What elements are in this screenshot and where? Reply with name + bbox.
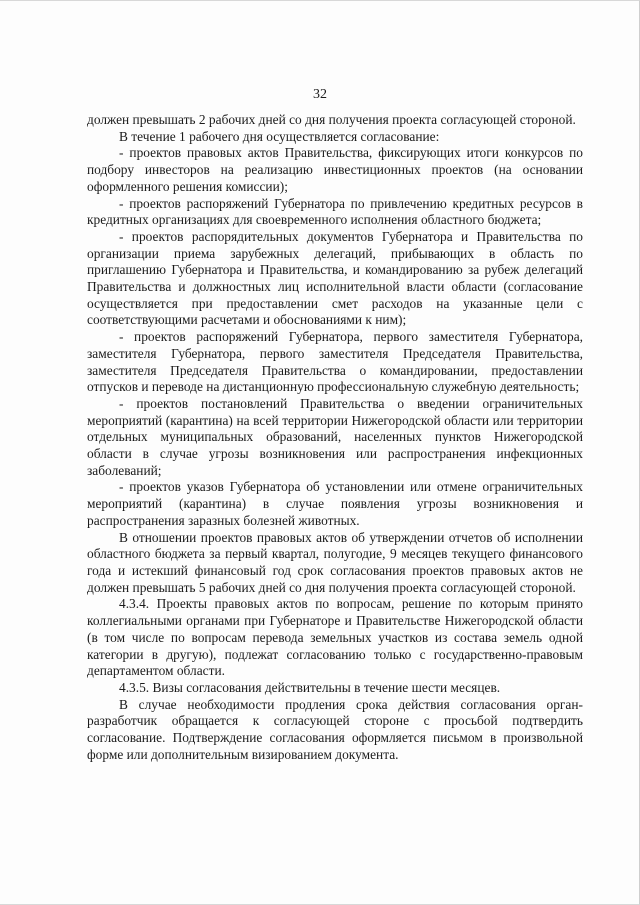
paragraph-list-item-quarantine-resolutions: - проектов постановлений Правительства о введении ограничительных мероприятий (карантина) на всей территории Нижегородской области или территории отдельных муниципальных образований, населенных пунктов Нижегородской области в случае угрозы возникновения или распространения инфекционных заболеваний; bbox=[87, 395, 583, 478]
paragraph-list-item-investors: - проектов правовых актов Правительства, фиксирующих итоги конкурсов по подбору инвесторов на реализацию инвестиционных проектов (на основании оформленного решения комиссии); bbox=[87, 145, 583, 194]
paragraph-list-item-credit: - проектов распоряжений Губернатора по привлечению кредитных ресурсов в кредитных организациях для своевременного исполнения областного бюджета; bbox=[87, 195, 583, 228]
paragraph-extension: В случае необходимости продления срока действия согласования орган-разработчик обращается к согласующей стороне с просьбой подтвердить согласование. Подтверждение согласования оформляется письмом в произвольной форме или дополнительным визированием документа. bbox=[87, 696, 583, 762]
document-body bbox=[87, 112, 583, 763]
paragraph-section-4-3-4: 4.3.4. Проекты правовых актов по вопросам, решение по которым принято коллегиальными органами при Губернаторе и Правительстве Нижегородской области (в том числе по вопросам перевода земельных участков из состава земель одной категории в другую), подлежат согласованию только с государственно-правовым департаментом области. bbox=[87, 596, 583, 679]
paragraph-list-item-delegations: - проектов распорядительных документов Губернатора и Правительства по организации приема зарубежных делегаций, прибывающих в область по приглашению Губернатора и Правительства, и командированию за рубеж делегаций Правительства и должностных лиц исполнительной власти области (согласование осуществляется при предоставлении смет расходов на указанные цели с соответствующими расчетами и обоснованиями к ним); bbox=[87, 228, 583, 328]
page-number: 32 bbox=[313, 87, 327, 102]
paragraph-continuation: должен превышать 2 рабочих дней со дня получения проекта согласующей стороной. bbox=[87, 112, 576, 127]
paragraph-list-item-quarantine-decrees: - проектов указов Губернатора об установлении или отмене ограничительных мероприятий (карантина) в случае появления угрозы возникновения и распространения заразных болезней животных. bbox=[87, 479, 583, 528]
paragraph-budget-reports: В отношении проектов правовых актов об утверждении отчетов об исполнении областного бюджета за первый квартал, полугодие, 9 месяцев текущего финансового года и истекший финансовый год срок согласования проектов правовых актов не должен превышать 5 рабочих дней со дня получения проекта согласующей стороной. bbox=[87, 529, 583, 595]
paragraph-list-item-business-trips: - проектов распоряжений Губернатора, первого заместителя Губернатора, заместителя Губернатора, первого заместителя Председателя Правительства, заместителя Председателя Правительства о командировании, предоставлении отпусков и переводе на дистанционную профессиональную служебную деятельность; bbox=[87, 329, 583, 395]
paragraph-section-4-3-5: 4.3.5. Визы согласования действительны в течение шести месяцев. bbox=[119, 679, 501, 695]
paragraph-one-day-intro: В течение 1 рабочего дня осуществляется согласование: bbox=[119, 128, 440, 144]
